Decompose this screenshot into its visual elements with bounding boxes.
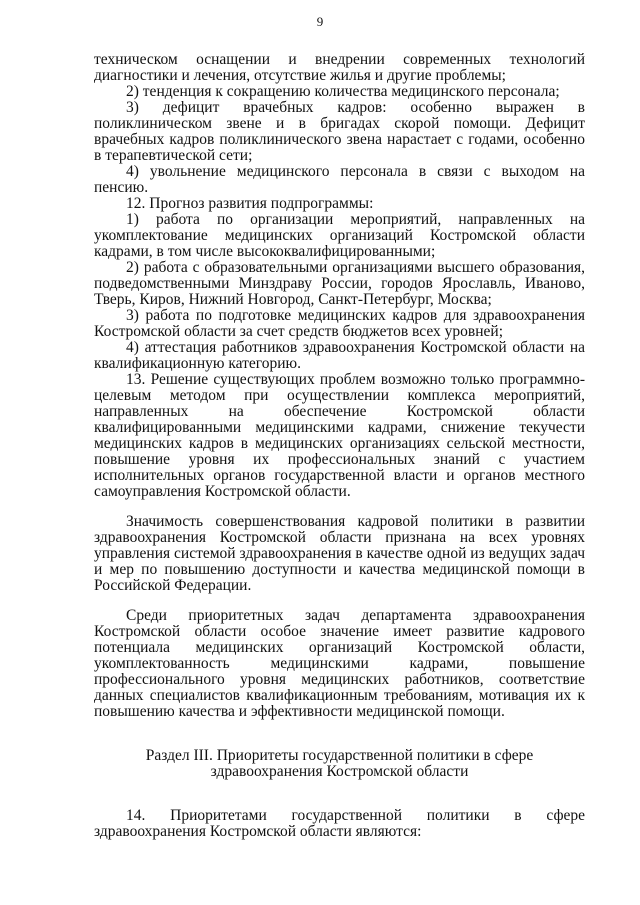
paragraph-12-item-4: 4) аттестация работников здравоохранения Костромской области на квалификационную категорию. — [94, 339, 585, 372]
page-number: 9 — [316, 14, 324, 29]
paragraph-continuation: техническом оснащении и внедрении современных технологий диагностики и лечения, отсутствие жилья и другие проблемы; — [94, 51, 585, 84]
paragraph-12-item-1: 1) работа по организации мероприятий, направленных на укомплектование медицинских организаций Костромской области кадрами, в том числе высококвалифицированными; — [94, 211, 585, 260]
paragraph-12-item-3: 3) работа по подготовке медицинских кадров для здравоохранения Костромской области за счет средств бюджетов всех уровней; — [94, 307, 585, 340]
paragraph-item-2: 2) тенденция к сокращению количества медицинского персонала; — [126, 83, 560, 100]
section-heading-line-1: Раздел III. Приоритеты государственной политики в сфере — [145, 747, 534, 764]
section-heading-line-2: здравоохранения Костромской области — [210, 763, 469, 780]
paragraph-item-3: 3) дефицит врачебных кадров: особенно выражен в поликлиническом звене и в бригадах скорой помощи. Дефицит врачебных кадров поликлинического звена нарастает с годами, особенно в терапевтической сети; — [94, 99, 585, 164]
paragraph-13: 13. Решение существующих проблем возможно только программно-целевым методом при осуществлении комплекса мероприятий, направленных на обеспечение Костромской области квалифицированными медицинскими кадрами, снижение текучести медицинских кадров в медицинских организациях сельской местности, повышение уровня их профессиональных знаний с участием исполнительных органов государственной власти и органов местного самоуправления Костромской области. — [94, 371, 585, 500]
paragraph-priorities: Среди приоритетных задач департамента здравоохранения Костромской области особое значение имеет развитие кадрового потенциала медицинских организаций Костромской области, укомплектованность медицинскими кадрами, повышение профессионального уровня медицинских работников, соответствие данных специалистов квалификационным требованиям, мотивация их к повышению качества и эффективности медицинской помощи. — [94, 607, 585, 720]
section-heading — [94, 748, 585, 780]
paragraph-significance: Значимость совершенствования кадровой политики в развитии здравоохранения Костромской области признана на всех уровнях управления системой здравоохранения в качестве одной из ведущих задач и мер по повышению доступности и качества медицинской помощи в Российской Федерации. — [94, 513, 585, 594]
document-body — [94, 52, 585, 840]
paragraph-14: 14. Приоритетами государственной политики в сфере здравоохранения Костромской области являются: — [94, 807, 585, 840]
paragraph-12-item-2: 2) работа с образовательными организациями высшего образования, подведомственными Минздраву России, городов Ярославль, Иваново, Тверь, Киров, Нижний Новгород, Санкт-Петербург, Москва; — [94, 259, 585, 308]
paragraph-item-4: 4) увольнение медицинского персонала в связи с выходом на пенсию. — [94, 163, 585, 196]
paragraph-12-heading: 12. Прогноз развития подпрограммы: — [126, 195, 374, 212]
